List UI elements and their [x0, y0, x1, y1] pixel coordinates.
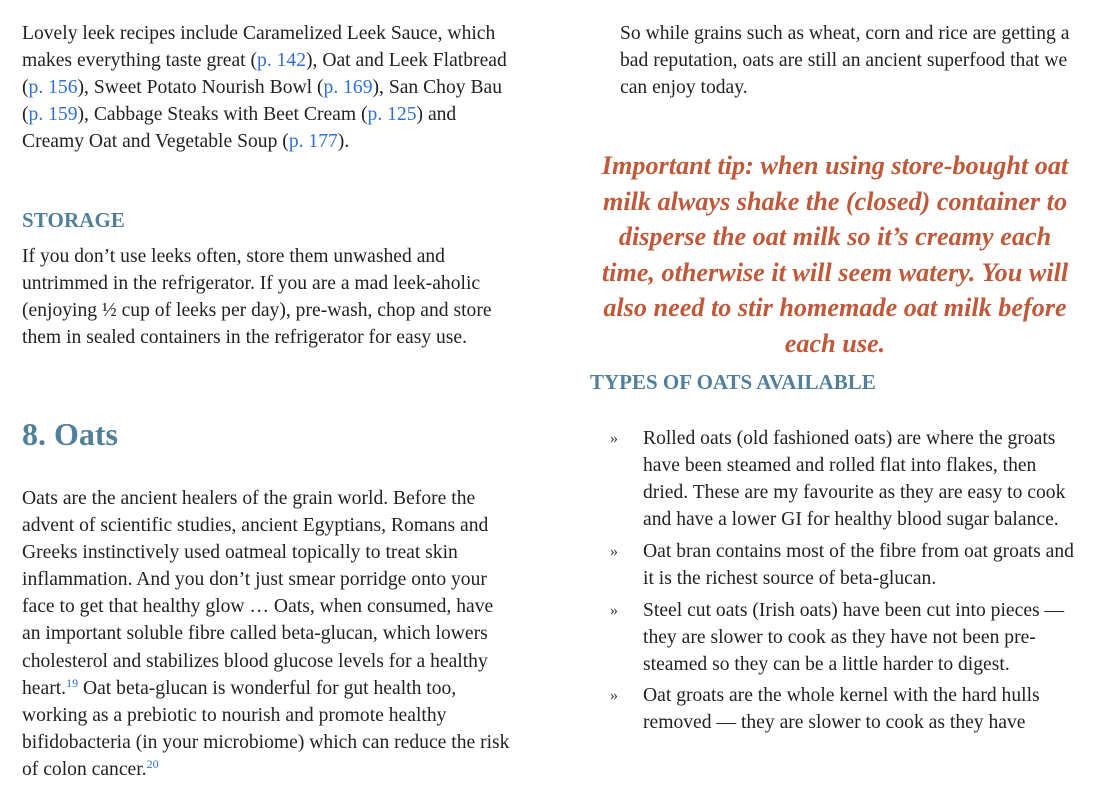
leek-recipes-paragraph — [22, 20, 510, 155]
text-run: Oats are the ancient healers of the grain world. Before the advent of scientific studies, ancient Egyptians, Romans and Greeks instinctively used oatmeal topically to treat skin inflammation. And you don’t just smear porridge onto your face to get that healthy glow … Oats, when consumed, have an important soluble fibre called beta-glucan, which lowers cholesterol and stabilizes blood glucose levels for a healthy heart. — [22, 488, 494, 699]
oat-type-text: Steel cut oats (Irish oats) have been cut into pieces — they are slower to cook as they have not been pre-steamed so they can be a little harder to digest. — [643, 599, 1065, 675]
page-reference-link[interactable]: p. 142 — [257, 50, 307, 72]
text-run: ), Oat and Leek Flatbread ( — [22, 50, 507, 99]
oat-type-text: Oat groats are the whole kernel with the hard hulls removed — they are slower to cook as they have — [643, 685, 1040, 734]
oat-type-item — [590, 597, 1080, 678]
bullet-marker: » — [610, 542, 618, 560]
page-reference-link[interactable]: p. 125 — [367, 104, 417, 126]
page-reference-link[interactable]: p. 177 — [288, 131, 338, 153]
page-reference-link[interactable]: p. 159 — [28, 104, 78, 126]
section-title-oats: 8. Oats — [22, 416, 118, 452]
text-run: ), Cabbage Steaks with Beet Cream ( — [77, 104, 368, 126]
oat-types-list — [590, 425, 1080, 741]
text-run: ). — [337, 131, 350, 153]
types-of-oats-heading: TYPES OF OATS AVAILABLE — [590, 370, 876, 394]
oat-type-item — [590, 538, 1080, 592]
grains-intro-paragraph: So while grains such as wheat, corn and rice are getting a bad reputation, oats are still an ancient superfood that we can enjoy today. — [620, 23, 1070, 99]
oat-type-text: Rolled oats (old fashioned oats) are where the groats have been steamed and rolled flat into flakes, then dried. These are my favourite as they are easy to cook and have a lower GI for healthy blood sugar balance. — [643, 428, 1066, 531]
text-run: Lovely leek recipes include Caramelized Leek Sauce, which makes everything taste great ( — [22, 23, 496, 72]
footnote-reference[interactable]: 20 — [146, 756, 159, 771]
left-column — [22, 20, 510, 780]
oats-paragraph — [22, 485, 510, 783]
oat-type-item — [590, 425, 1080, 533]
right-column — [590, 20, 1080, 734]
footnote-reference[interactable]: 19 — [66, 675, 79, 690]
text-run: ), San Choy Bau ( — [22, 77, 503, 126]
storage-paragraph: If you don’t use leeks often, store them unwashed and untrimmed in the refrigerator. If you are a mad leek-aholic (enjoying ½ cup of leeks per day), pre-wash, chop and store them in sealed containers in the refrigerator for easy use. — [22, 246, 492, 349]
text-run: ), Sweet Potato Nourish Bowl ( — [77, 77, 324, 99]
bullet-marker: » — [610, 430, 618, 447]
text-run: Oat beta-glucan is wonderful for gut health too, working as a prebiotic to nourish and promote healthy bifidobacteria (in your microbiome) which can reduce the risk of colon cancer. — [22, 677, 510, 780]
bullet-marker: » — [610, 687, 618, 705]
page-reference-link[interactable]: p. 156 — [28, 77, 78, 99]
oat-type-item — [590, 682, 1080, 736]
storage-heading: STORAGE — [22, 208, 126, 232]
text-run: ) and Creamy Oat and Vegetable Soup ( — [22, 104, 457, 153]
oat-type-text: Oat bran contains most of the fibre from oat groats and it is the richest source of beta-glucan. — [643, 540, 1074, 589]
important-tip-callout: Important tip: when using store-bought oat milk always shake the (closed) container to disperse the oat milk so it’s creamy each time, otherwise it will seem watery. You will also need to stir homemade oat milk before each use. — [601, 151, 1069, 358]
page-reference-link[interactable]: p. 169 — [323, 77, 373, 99]
bullet-marker: » — [610, 601, 618, 619]
